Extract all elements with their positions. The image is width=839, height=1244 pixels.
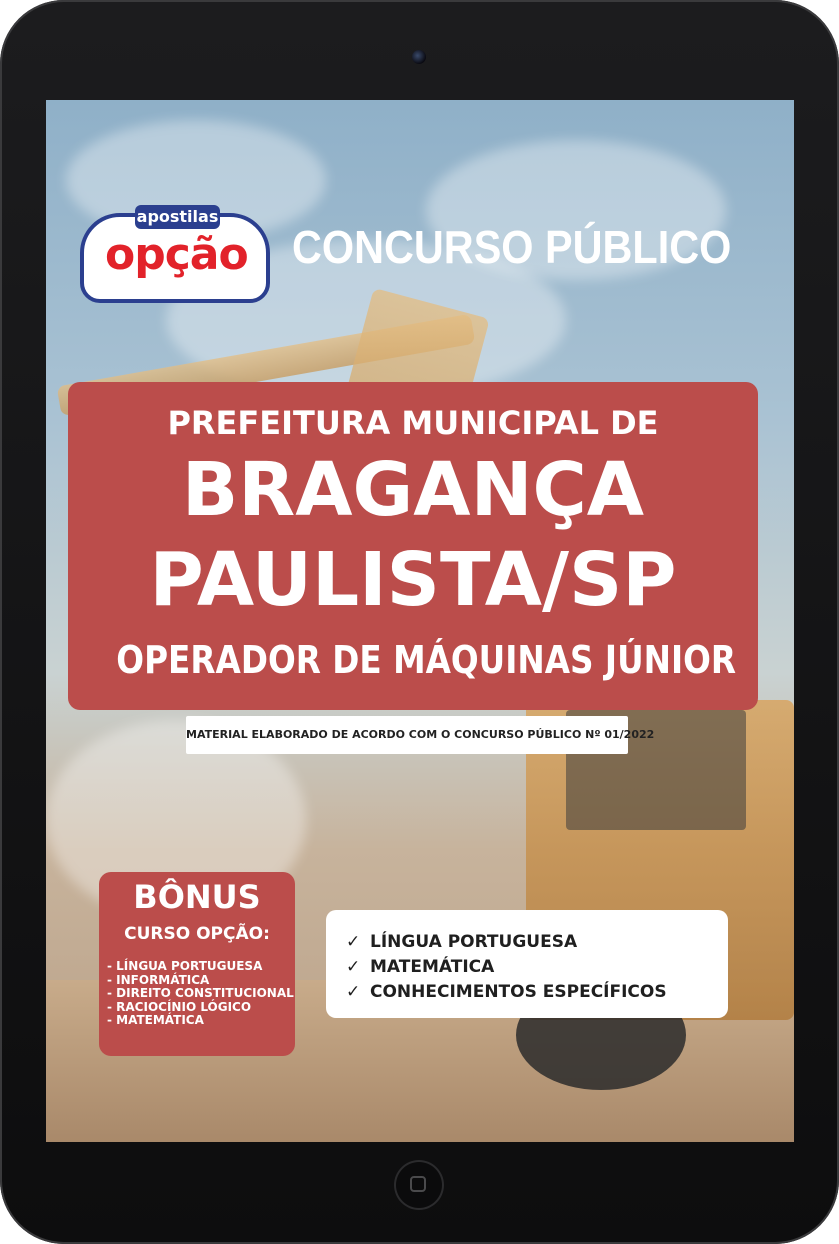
subject-item: [346, 930, 667, 955]
subject-item: [346, 980, 667, 1005]
camera-icon: [412, 50, 426, 64]
bonus-box: [99, 872, 295, 1056]
bonus-subtitle: CURSO OPÇÃO:: [124, 924, 270, 944]
check-icon: ✓: [346, 932, 361, 952]
logo-main-text: opção: [105, 229, 248, 280]
check-icon: ✓: [346, 957, 361, 977]
banner-subtitle: PREFEITURA MUNICIPAL DE: [167, 404, 659, 442]
bonus-item: - DIREITO CONSTITUCIONAL: [107, 986, 294, 1000]
cover-headline: CONCURSO PÚBLICO: [292, 221, 732, 273]
title-banner: [68, 382, 758, 710]
banner-city-line2: PAULISTA/SP: [149, 537, 677, 623]
subject-item: [346, 955, 667, 980]
subjects-box: [326, 910, 728, 1018]
subject-label: MATEMÁTICA: [370, 957, 495, 977]
banner-position: OPERADOR DE MÁQUINAS JÚNIOR: [116, 638, 737, 682]
bonus-item: - RACIOCÍNIO LÓGICO: [107, 999, 252, 1014]
subjects-list: [346, 930, 667, 1005]
material-notice: MATERIAL ELABORADO DE ACORDO COM O CONCURSO PÚBLICO Nº 01/2022: [186, 716, 628, 754]
logo-top-text: apostilas: [135, 205, 220, 229]
subject-label: LÍNGUA PORTUGUESA: [370, 932, 578, 952]
home-button[interactable]: [394, 1160, 444, 1210]
bonus-title: BÔNUS: [133, 878, 261, 916]
bonus-item: - MATEMÁTICA: [107, 1013, 204, 1027]
banner-city-line1: BRAGANÇA: [181, 447, 645, 533]
apostilas-opcao-logo: [80, 205, 270, 300]
subject-label: CONHECIMENTOS ESPECÍFICOS: [370, 982, 667, 1002]
bonus-list: [107, 960, 294, 1028]
bonus-item: - INFORMÁTICA: [107, 972, 210, 987]
check-icon: ✓: [346, 982, 361, 1002]
bonus-item: - LÍNGUA PORTUGUESA: [107, 959, 263, 973]
home-square-icon: [410, 1176, 426, 1192]
